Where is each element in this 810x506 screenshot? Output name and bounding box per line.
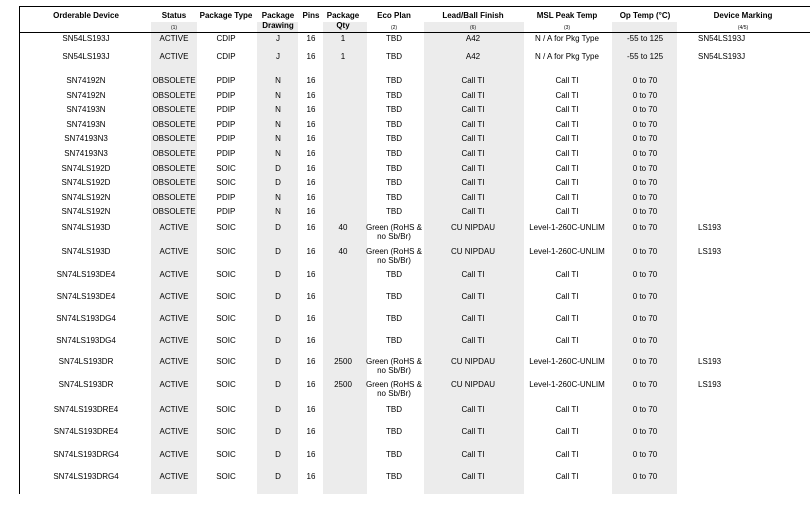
cell-finish: Call TI	[461, 193, 485, 202]
cell-pins: 16	[306, 149, 316, 158]
cell-status: ACTIVE	[159, 405, 189, 414]
cell-op_temp: 0 to 70	[632, 105, 658, 114]
cell-status: OBSOLETE	[152, 178, 196, 187]
cell-op_temp: 0 to 70	[632, 193, 658, 202]
cell-eco_plan: TBD	[386, 314, 402, 323]
cell-status: OBSOLETE	[152, 91, 196, 100]
cell-status: ACTIVE	[159, 450, 189, 459]
cell-pkg_type: CDIP	[216, 34, 236, 43]
column-shading	[323, 22, 367, 494]
column-note-eco_plan: (2)	[390, 25, 398, 31]
cell-pkg_drawing: D	[275, 472, 281, 481]
cell-pkg_type: PDIP	[216, 207, 236, 216]
cell-pkg_drawing: D	[275, 427, 281, 436]
cell-pins: 16	[306, 178, 316, 187]
cell-msl: Level-1-260C-UNLIM	[529, 247, 605, 256]
cell-pkg_drawing: N	[275, 105, 281, 114]
cell-finish: Call TI	[461, 427, 485, 436]
column-header-op_temp: Op Temp (°C)	[619, 11, 671, 20]
cell-pkg_drawing: N	[275, 134, 281, 143]
cell-pins: 16	[306, 76, 316, 85]
column-header-pkg_qty: Package Qty	[326, 11, 360, 30]
column-note-marking: (4/5)	[737, 25, 749, 31]
cell-pins: 16	[306, 336, 316, 345]
cell-pins: 16	[306, 91, 316, 100]
cell-op_temp: 0 to 70	[632, 223, 658, 232]
cell-pkg_drawing: J	[276, 52, 280, 61]
cell-op_temp: 0 to 70	[632, 164, 658, 173]
cell-pkg_drawing: D	[275, 314, 281, 323]
cell-msl: Call TI	[555, 149, 579, 158]
cell-msl: Call TI	[555, 270, 579, 279]
cell-pkg_drawing: N	[275, 207, 281, 216]
cell-status: ACTIVE	[159, 380, 189, 389]
cell-device: SN74193N	[66, 120, 106, 129]
cell-pins: 16	[306, 405, 316, 414]
cell-pins: 16	[306, 472, 316, 481]
column-header-pkg_type: Package Type	[199, 11, 253, 20]
cell-device: SN74LS192N	[61, 207, 111, 216]
cell-pkg_drawing: D	[275, 405, 281, 414]
cell-finish: Call TI	[461, 91, 485, 100]
cell-status: ACTIVE	[159, 270, 189, 279]
cell-msl: Call TI	[555, 105, 579, 114]
cell-eco_plan: TBD	[386, 472, 402, 481]
cell-pkg_qty: 40	[338, 247, 348, 256]
column-header-finish: Lead/Ball Finish	[442, 11, 504, 20]
cell-finish: Call TI	[461, 178, 485, 187]
cell-device: SN74LS193DRG4	[53, 472, 119, 481]
cell-pins: 16	[306, 207, 316, 216]
cell-status: ACTIVE	[159, 292, 189, 301]
cell-msl: Level-1-260C-UNLIM	[529, 223, 605, 232]
cell-op_temp: 0 to 70	[632, 91, 658, 100]
cell-pkg_drawing: N	[275, 76, 281, 85]
cell-marking: SN54LS193J	[698, 34, 746, 43]
cell-device: SN74LS193DE4	[56, 270, 116, 279]
cell-pins: 16	[306, 105, 316, 114]
cell-device: SN74LS193DRE4	[53, 405, 119, 414]
cell-op_temp: 0 to 70	[632, 207, 658, 216]
cell-eco_plan: TBD	[386, 270, 402, 279]
cell-pkg_type: PDIP	[216, 91, 236, 100]
cell-pkg_type: PDIP	[216, 134, 236, 143]
cell-finish: CU NIPDAU	[450, 247, 496, 256]
cell-eco_plan: Green (RoHS & no Sb/Br)	[365, 223, 423, 241]
cell-op_temp: 0 to 70	[632, 134, 658, 143]
cell-eco_plan: TBD	[386, 34, 402, 43]
cell-pkg_type: PDIP	[216, 120, 236, 129]
cell-status: ACTIVE	[159, 427, 189, 436]
cell-device: SN74LS193DR	[58, 357, 114, 366]
column-header-msl: MSL Peak Temp	[536, 11, 598, 20]
cell-eco_plan: TBD	[386, 120, 402, 129]
cell-op_temp: 0 to 70	[632, 270, 658, 279]
cell-pkg_type: SOIC	[216, 178, 236, 187]
cell-status: OBSOLETE	[152, 120, 196, 129]
cell-device: SN74193N	[66, 105, 106, 114]
cell-op_temp: -55 to 125	[626, 52, 664, 61]
cell-device: SN74LS193DE4	[56, 292, 116, 301]
cell-msl: Call TI	[555, 134, 579, 143]
column-note-status: (1)	[170, 25, 178, 31]
cell-device: SN74LS193DG4	[56, 314, 116, 323]
cell-device: SN74LS192D	[61, 178, 111, 187]
cell-finish: Call TI	[461, 292, 485, 301]
cell-eco_plan: Green (RoHS & no Sb/Br)	[365, 380, 423, 398]
cell-status: ACTIVE	[159, 314, 189, 323]
cell-pkg_type: SOIC	[216, 314, 236, 323]
cell-status: OBSOLETE	[152, 76, 196, 85]
cell-eco_plan: TBD	[386, 193, 402, 202]
cell-msl: Call TI	[555, 164, 579, 173]
cell-finish: Call TI	[461, 270, 485, 279]
cell-msl: Call TI	[555, 427, 579, 436]
cell-status: ACTIVE	[159, 52, 189, 61]
cell-pkg_drawing: D	[275, 380, 281, 389]
cell-op_temp: 0 to 70	[632, 247, 658, 256]
cell-eco_plan: Green (RoHS & no Sb/Br)	[365, 357, 423, 375]
cell-pins: 16	[306, 292, 316, 301]
cell-pkg_drawing: N	[275, 149, 281, 158]
cell-device: SN74LS193DRE4	[53, 427, 119, 436]
cell-pkg_drawing: N	[275, 91, 281, 100]
cell-pins: 16	[306, 52, 316, 61]
cell-device: SN74LS193DR	[58, 380, 114, 389]
cell-pins: 16	[306, 380, 316, 389]
cell-pkg_qty: 1	[340, 34, 346, 43]
cell-op_temp: 0 to 70	[632, 380, 658, 389]
cell-pkg_drawing: D	[275, 336, 281, 345]
cell-status: OBSOLETE	[152, 193, 196, 202]
cell-pkg_drawing: D	[275, 292, 281, 301]
cell-finish: Call TI	[461, 134, 485, 143]
cell-msl: Call TI	[555, 193, 579, 202]
cell-marking: LS193	[698, 380, 722, 389]
cell-pins: 16	[306, 247, 316, 256]
table-left-rule	[19, 6, 20, 494]
cell-msl: Call TI	[555, 120, 579, 129]
table-top-rule	[19, 6, 810, 7]
column-header-eco_plan: Eco Plan	[377, 11, 411, 20]
cell-op_temp: 0 to 70	[632, 178, 658, 187]
cell-eco_plan: TBD	[386, 91, 402, 100]
cell-status: ACTIVE	[159, 357, 189, 366]
cell-device: SN74LS193D	[61, 247, 111, 256]
cell-pkg_qty: 2500	[334, 380, 352, 389]
cell-op_temp: 0 to 70	[632, 314, 658, 323]
column-header-status: Status	[161, 11, 187, 20]
cell-msl: Call TI	[555, 472, 579, 481]
cell-msl: Call TI	[555, 292, 579, 301]
cell-device: SN74192N	[66, 91, 106, 100]
cell-pins: 16	[306, 270, 316, 279]
cell-op_temp: 0 to 70	[632, 336, 658, 345]
cell-status: OBSOLETE	[152, 149, 196, 158]
cell-finish: Call TI	[461, 450, 485, 459]
cell-pkg_qty: 40	[338, 223, 348, 232]
cell-msl: Call TI	[555, 450, 579, 459]
cell-status: OBSOLETE	[152, 207, 196, 216]
cell-pkg_qty: 2500	[334, 357, 352, 366]
cell-pkg_type: PDIP	[216, 76, 236, 85]
cell-eco_plan: TBD	[386, 149, 402, 158]
cell-msl: Level-1-260C-UNLIM	[529, 357, 605, 366]
cell-pkg_type: PDIP	[216, 193, 236, 202]
cell-pkg_type: PDIP	[216, 149, 236, 158]
cell-finish: Call TI	[461, 149, 485, 158]
cell-pkg_type: SOIC	[216, 380, 236, 389]
cell-status: ACTIVE	[159, 223, 189, 232]
cell-pkg_type: SOIC	[216, 336, 236, 345]
cell-pins: 16	[306, 134, 316, 143]
cell-eco_plan: TBD	[386, 292, 402, 301]
cell-msl: Call TI	[555, 314, 579, 323]
cell-op_temp: 0 to 70	[632, 292, 658, 301]
cell-pkg_drawing: D	[275, 247, 281, 256]
cell-status: ACTIVE	[159, 34, 189, 43]
cell-device: SN74LS193DRG4	[53, 450, 119, 459]
cell-op_temp: 0 to 70	[632, 357, 658, 366]
cell-pins: 16	[306, 314, 316, 323]
cell-op_temp: 0 to 70	[632, 450, 658, 459]
cell-finish: Call TI	[461, 76, 485, 85]
cell-status: ACTIVE	[159, 336, 189, 345]
cell-finish: A42	[465, 34, 481, 43]
cell-pins: 16	[306, 427, 316, 436]
cell-finish: Call TI	[461, 314, 485, 323]
cell-device: SN74LS193DG4	[56, 336, 116, 345]
cell-pkg_drawing: D	[275, 357, 281, 366]
cell-status: ACTIVE	[159, 247, 189, 256]
column-header-pins: Pins	[302, 11, 320, 20]
cell-pkg_type: SOIC	[216, 292, 236, 301]
cell-pins: 16	[306, 450, 316, 459]
cell-msl: Level-1-260C-UNLIM	[529, 380, 605, 389]
cell-op_temp: 0 to 70	[632, 149, 658, 158]
cell-pkg_type: SOIC	[216, 357, 236, 366]
column-header-pkg_drawing: Package Drawing	[261, 11, 295, 30]
cell-device: SN74193N3	[64, 149, 108, 158]
cell-msl: Call TI	[555, 405, 579, 414]
cell-marking: LS193	[698, 357, 722, 366]
cell-pkg_type: SOIC	[216, 427, 236, 436]
cell-eco_plan: TBD	[386, 405, 402, 414]
cell-pkg_drawing: D	[275, 223, 281, 232]
cell-finish: Call TI	[461, 405, 485, 414]
cell-op_temp: 0 to 70	[632, 76, 658, 85]
column-header-device: Orderable Device	[53, 11, 119, 20]
cell-eco_plan: Green (RoHS & no Sb/Br)	[365, 247, 423, 265]
cell-status: OBSOLETE	[152, 105, 196, 114]
cell-msl: Call TI	[555, 207, 579, 216]
cell-device: SN54LS193J	[62, 52, 110, 61]
cell-pkg_type: SOIC	[216, 164, 236, 173]
cell-finish: CU NIPDAU	[450, 223, 496, 232]
cell-pkg_qty: 1	[340, 52, 346, 61]
cell-op_temp: -55 to 125	[626, 34, 664, 43]
cell-eco_plan: TBD	[386, 336, 402, 345]
cell-eco_plan: TBD	[386, 207, 402, 216]
cell-eco_plan: TBD	[386, 450, 402, 459]
cell-eco_plan: TBD	[386, 105, 402, 114]
cell-pkg_type: PDIP	[216, 105, 236, 114]
cell-pins: 16	[306, 193, 316, 202]
cell-finish: CU NIPDAU	[450, 357, 496, 366]
cell-eco_plan: TBD	[386, 427, 402, 436]
cell-marking: LS193	[698, 223, 722, 232]
cell-pkg_type: SOIC	[216, 472, 236, 481]
cell-device: SN74LS193D	[61, 223, 111, 232]
cell-pkg_drawing: J	[276, 34, 280, 43]
cell-finish: CU NIPDAU	[450, 380, 496, 389]
cell-msl: Call TI	[555, 91, 579, 100]
cell-eco_plan: TBD	[386, 76, 402, 85]
cell-pkg_drawing: D	[275, 450, 281, 459]
cell-device: SN54LS193J	[62, 34, 110, 43]
cell-eco_plan: TBD	[386, 178, 402, 187]
cell-op_temp: 0 to 70	[632, 405, 658, 414]
cell-device: SN74193N3	[64, 134, 108, 143]
cell-pkg_type: SOIC	[216, 270, 236, 279]
cell-device: SN74LS192N	[61, 193, 111, 202]
cell-finish: Call TI	[461, 472, 485, 481]
cell-finish: Call TI	[461, 120, 485, 129]
cell-pins: 16	[306, 223, 316, 232]
cell-pkg_drawing: D	[275, 270, 281, 279]
header-bottom-rule	[19, 32, 810, 33]
cell-msl: Call TI	[555, 178, 579, 187]
cell-marking: LS193	[698, 247, 722, 256]
cell-eco_plan: TBD	[386, 134, 402, 143]
cell-pins: 16	[306, 120, 316, 129]
cell-pins: 16	[306, 34, 316, 43]
column-header-marking: Device Marking	[713, 11, 773, 20]
cell-marking: SN54LS193J	[698, 52, 746, 61]
cell-eco_plan: TBD	[386, 164, 402, 173]
cell-status: OBSOLETE	[152, 164, 196, 173]
cell-pkg_type: SOIC	[216, 405, 236, 414]
cell-op_temp: 0 to 70	[632, 472, 658, 481]
cell-finish: Call TI	[461, 164, 485, 173]
cell-msl: N / A for Pkg Type	[535, 34, 599, 43]
cell-finish: Call TI	[461, 105, 485, 114]
cell-status: ACTIVE	[159, 472, 189, 481]
cell-pkg_type: SOIC	[216, 223, 236, 232]
cell-device: SN74LS192D	[61, 164, 111, 173]
cell-op_temp: 0 to 70	[632, 427, 658, 436]
cell-pkg_type: CDIP	[216, 52, 236, 61]
cell-pkg_type: SOIC	[216, 450, 236, 459]
cell-msl: N / A for Pkg Type	[535, 52, 599, 61]
cell-msl: Call TI	[555, 336, 579, 345]
cell-pkg_drawing: N	[275, 120, 281, 129]
cell-op_temp: 0 to 70	[632, 120, 658, 129]
cell-finish: Call TI	[461, 336, 485, 345]
cell-status: OBSOLETE	[152, 134, 196, 143]
cell-eco_plan: TBD	[386, 52, 402, 61]
cell-finish: A42	[465, 52, 481, 61]
cell-device: SN74192N	[66, 76, 106, 85]
cell-pkg_drawing: D	[275, 164, 281, 173]
cell-pkg_drawing: D	[275, 178, 281, 187]
cell-msl: Call TI	[555, 76, 579, 85]
column-note-finish: (6)	[469, 25, 477, 31]
cell-finish: Call TI	[461, 207, 485, 216]
column-note-msl: (3)	[563, 25, 571, 31]
cell-pkg_type: SOIC	[216, 247, 236, 256]
cell-pins: 16	[306, 164, 316, 173]
cell-pins: 16	[306, 357, 316, 366]
cell-pkg_drawing: N	[275, 193, 281, 202]
